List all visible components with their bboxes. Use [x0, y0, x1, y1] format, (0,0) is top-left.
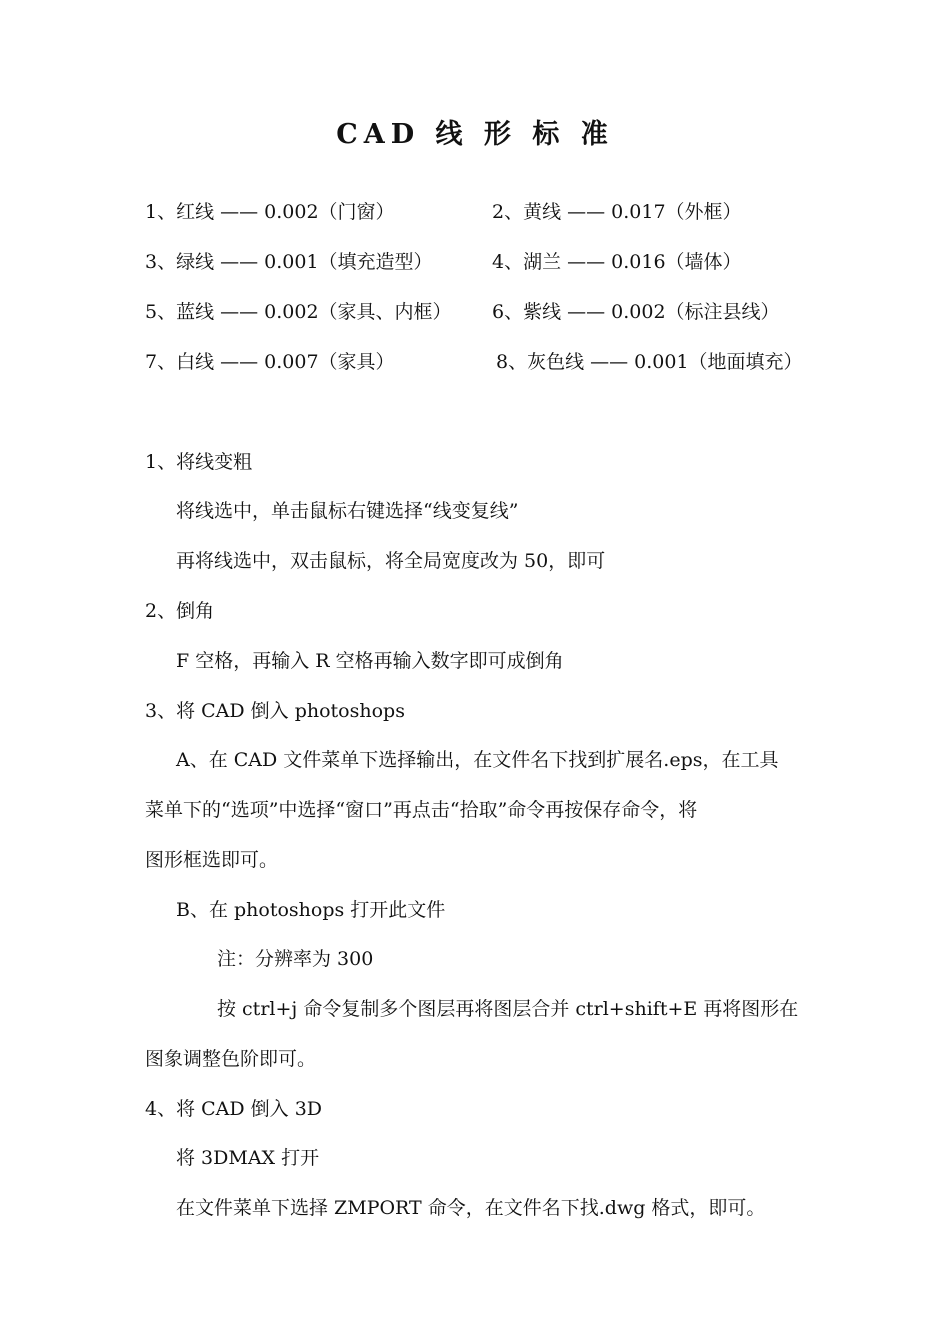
line-spec-5: 5、蓝线 —— 0.002（家具、内框）	[145, 301, 452, 323]
line-spec-2: 2、黄线 —— 0.017（外框）	[492, 201, 742, 223]
line-spec-7: 7、白线 —— 0.007（家具）	[145, 351, 395, 373]
section-3-b: B、在 photoshops 打开此文件	[176, 899, 446, 921]
section-2-step-1: F 空格，再输入 R 空格再输入数字即可成倒角	[176, 650, 564, 672]
line-spec-3: 3、绿线 —— 0.001（填充造型）	[145, 251, 433, 273]
section-1-step-1: 将线选中，单击鼠标右键选择“线变复线”	[176, 500, 519, 522]
section-3-heading: 3、将 CAD 倒入 photoshops	[145, 700, 405, 722]
section-3-c-line-1: 按 ctrl+j 命令复制多个图层再将图层合并 ctrl+shift+E 再将图形在	[217, 998, 799, 1020]
line-spec-6: 6、紫线 —— 0.002（标注县线）	[492, 301, 780, 323]
section-4-step-1: 将 3DMAX 打开	[176, 1147, 320, 1169]
line-spec-1: 1、红线 —— 0.002（门窗）	[145, 201, 395, 223]
section-4-heading: 4、将 CAD 倒入 3D	[145, 1098, 323, 1120]
section-3-note: 注：分辨率为 300	[217, 948, 374, 970]
section-3-a-line-1: A、在 CAD 文件菜单下选择输出，在文件名下找到扩展名.eps，在工具	[176, 749, 779, 771]
section-3-c-line-2: 图象调整色阶即可。	[145, 1048, 317, 1070]
page-title: CAD 线 形 标 准	[336, 119, 614, 150]
section-1-step-2: 再将线选中，双击鼠标，将全局宽度改为 50，即可	[176, 550, 606, 572]
section-2-heading: 2、倒角	[145, 600, 215, 622]
section-4-step-2: 在文件菜单下选择 ZMPORT 命令，在文件名下找.dwg 格式，即可。	[176, 1197, 766, 1219]
section-3-a-line-3: 图形框选即可。	[145, 849, 279, 871]
section-3-a-line-2: 菜单下的“选项”中选择“窗口”再点击“拾取”命令再按保存命令，将	[145, 799, 698, 821]
line-spec-4: 4、湖兰 —— 0.016（墙体）	[492, 251, 742, 273]
line-spec-8: 8、灰色线 —— 0.001（地面填充）	[496, 351, 803, 373]
section-1-heading: 1、将线变粗	[145, 451, 253, 473]
